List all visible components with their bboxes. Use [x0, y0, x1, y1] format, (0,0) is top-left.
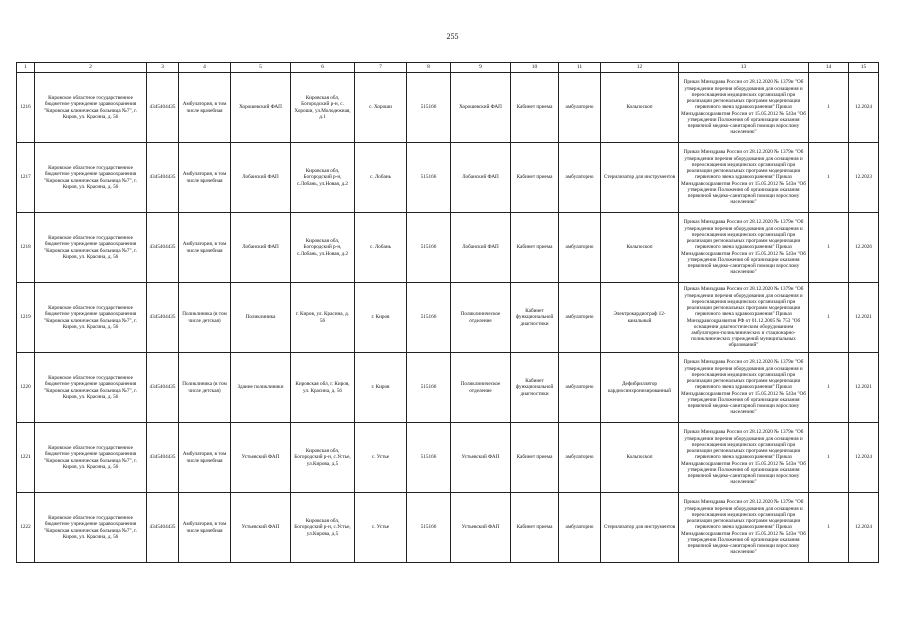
- row-number: 1219: [17, 283, 35, 353]
- facility-type-cell: Амбулатория, в том числе врачебная: [179, 73, 231, 143]
- inn-cell: 4345404435: [147, 493, 179, 563]
- inn-cell: 4345404435: [147, 143, 179, 213]
- facility-type-cell: Поликлиника (в том числе детская): [179, 283, 231, 353]
- settlement-cell: с. Устье: [355, 493, 407, 563]
- unit-name-cell: Поликлиника: [231, 283, 291, 353]
- col-header: 8: [407, 63, 451, 73]
- col-header: 9: [451, 63, 511, 73]
- unit-name-cell: Устьевский ФАП: [231, 423, 291, 493]
- col-header: 3: [147, 63, 179, 73]
- quantity-cell: 1: [809, 423, 849, 493]
- room-cell: Кабинет приема: [511, 493, 559, 563]
- row-number: 1216: [17, 73, 35, 143]
- quantity-cell: 1: [809, 73, 849, 143]
- unit-name-cell: Лобанский ФАП: [231, 143, 291, 213]
- address-cell: Кировская обл, г. Киров, ул. Красина, д. 56: [291, 353, 355, 423]
- settlement-cell: с. Лобань: [355, 143, 407, 213]
- unit-name-cell: Здание поликлиники: [231, 353, 291, 423]
- col-header: 11: [559, 63, 601, 73]
- table-row: [17, 353, 879, 423]
- address-cell: Кировская обл, Богородский р-н, с.Лобань, ул.Новая, д.2: [291, 213, 355, 283]
- row-number: 1222: [17, 493, 35, 563]
- room-cell: Кабинет приема: [511, 423, 559, 493]
- organization-cell: Кировское областное государственное бюджетное учреждение здравоохранения "Кировская клиническая больница №7", г. Киров, ул. Красина, д. 56: [35, 143, 147, 213]
- row-number: 1221: [17, 423, 35, 493]
- facility-type-cell: Амбулатория, в том числе врачебная: [179, 423, 231, 493]
- row-number: 1217: [17, 143, 35, 213]
- col-header: 5: [231, 63, 291, 73]
- inn-cell: 4345404435: [147, 423, 179, 493]
- address-cell: Кировская обл, Богородский р-н, с.Лобань, ул.Новая, д.2: [291, 143, 355, 213]
- address-cell: г. Киров, ул. Красина, д. 56: [291, 283, 355, 353]
- equipment-cell: Электрокардиограф 12-канальный: [601, 283, 679, 353]
- organization-cell: Кировское областное государственное бюджетное учреждение здравоохранения "Кировская клиническая больница №7", г. Киров, ул. Красина, д. 56: [35, 283, 147, 353]
- inn-cell: 4345404435: [147, 73, 179, 143]
- table-row: [17, 73, 879, 143]
- unit-name-cell: Лобанский ФАП: [231, 213, 291, 283]
- inn-cell: 4345404435: [147, 353, 179, 423]
- quantity-cell: 1: [809, 283, 849, 353]
- facility-type-cell: Амбулатория, в том числе врачебная: [179, 213, 231, 283]
- equipment-cell: Дефибриллятор кардиосинхронизированный: [601, 353, 679, 423]
- regulation-cell: Приказ Минздрава России от 28.12.2020 № 1379н "Об утверждении перечня оборудования для оснащения и переоснащения медицинских организаций при реализации региональных программ модернизации первичного звена здравоохранения" Приказ Минздравсоцразвития России от 15.05.2012 № 543н "Об утверждении Положения об организации оказания первичной медико-санитарной помощи взрослому населению": [679, 143, 809, 213]
- code-cell: 515166: [407, 143, 451, 213]
- unit-name-cell: Хорошевский ФАП: [231, 73, 291, 143]
- col-header: 14: [809, 63, 849, 73]
- col-header: 6: [291, 63, 355, 73]
- room-cell: Кабинет функциональной диагностики: [511, 353, 559, 423]
- regulation-cell: Приказ Минздрава России от 28.12.2020 № 1379н "Об утверждении перечня оборудования для оснащения и переоснащения медицинских организаций при реализации региональных программ модернизации первичного звена здравоохранения" Приказ Минздравсоцразвития России от 15.05.2012 № 543н "Об утверждении Положения об организации оказания первичной медико-санитарной помощи взрослому населению": [679, 213, 809, 283]
- inn-cell: 4345404435: [147, 213, 179, 283]
- room-cell: Кабинет приема: [511, 213, 559, 283]
- condition-cell: амбулаторно: [559, 423, 601, 493]
- table-row: [17, 423, 879, 493]
- col-header: 13: [679, 63, 809, 73]
- col-header: 10: [511, 63, 559, 73]
- col-header: 4: [179, 63, 231, 73]
- code-cell: 515166: [407, 423, 451, 493]
- condition-cell: амбулаторно: [559, 143, 601, 213]
- col-header: 12: [601, 63, 679, 73]
- facility-type-cell: Амбулатория, в том числе врачебная: [179, 493, 231, 563]
- date-cell: 12.2021: [849, 283, 879, 353]
- address-cell: Кировская обл, Богородский р-н, с. Хороши, ул.Молодежная, д.1: [291, 73, 355, 143]
- unit-name-cell: Устьевский ФАП: [231, 493, 291, 563]
- table-row: [17, 493, 879, 563]
- room-cell: Кабинет приема: [511, 73, 559, 143]
- regulation-cell: Приказ Минздрава России от 28.12.2020 № 1379н "Об утверждении перечня оборудования для оснащения и переоснащения медицинских организаций при реализации региональных программ модернизации первичного звена здравоохранения" Приказ Минздравсоцразвития России от 15.05.2012 № 543н "Об утверждении Положения об организации оказания первичной медико-санитарной помощи взрослому населению": [679, 353, 809, 423]
- quantity-cell: 1: [809, 213, 849, 283]
- regulation-cell: Приказ Минздрава России от 28.12.2020 № 1379н "Об утверждении перечня оборудования для оснащения и переоснащения медицинских организаций при реализации региональных программ модернизации первичного звена здравоохранения" Приказ Минздравсоцразвития России от 15.05.2012 № 543н "Об утверждении Положения об организации оказания первичной медико-санитарной помощи взрослому населению": [679, 493, 809, 563]
- department-cell: Устьевский ФАП: [451, 423, 511, 493]
- department-cell: Поликлиническое отделение: [451, 283, 511, 353]
- quantity-cell: 1: [809, 493, 849, 563]
- code-cell: 515166: [407, 283, 451, 353]
- department-cell: Устьевский ФАП: [451, 493, 511, 563]
- date-cell: 12.2024: [849, 423, 879, 493]
- quantity-cell: 1: [809, 143, 849, 213]
- date-cell: 12.2023: [849, 143, 879, 213]
- equipment-table: [16, 62, 879, 563]
- date-cell: 12.2021: [849, 353, 879, 423]
- col-header: 2: [35, 63, 147, 73]
- regulation-cell: Приказ Минздрава России от 28.12.2020 № 1379н "Об утверждении перечня оборудования для оснащения и переоснащения медицинских организаций при реализации региональных программ модернизации первичного звена здравоохранения" Приказ Минздравсоцразвития России от 15.05.2012 № 543н "Об утверждении Положения об организации оказания первичной медико-санитарной помощи взрослому населению": [679, 73, 809, 143]
- equipment-cell: Стерилизатор для инструментов: [601, 143, 679, 213]
- col-header: 7: [355, 63, 407, 73]
- organization-cell: Кировское областное государственное бюджетное учреждение здравоохранения "Кировская клиническая больница №7", г. Киров, ул. Красина, д. 56: [35, 423, 147, 493]
- condition-cell: амбулаторно: [559, 493, 601, 563]
- code-cell: 515166: [407, 213, 451, 283]
- regulation-cell: Приказ Минздрава России от 28.12.2020 № 1379н "Об утверждении перечня оборудования для оснащения и переоснащения медицинских организаций при реализации региональных программ модернизации первичного звена здравоохранения" Приказ Минздравсоцразвития России от 15.05.2012 № 543н "Об утверждении Положения об организации оказания первичной медико-санитарной помощи взрослому населению": [679, 423, 809, 493]
- quantity-cell: 1: [809, 353, 849, 423]
- facility-type-cell: Поликлиника (в том числе детская): [179, 353, 231, 423]
- settlement-cell: с. Лобань: [355, 213, 407, 283]
- regulation-cell: Приказ Минздрава России от 28.12.2020 № 1379н "Об утверждении перечня оборудования для оснащения и переоснащения медицинских организаций при реализации региональных программ модернизации первичного звена здравоохранения" Приказ Минздравсоцразвития РФ от 01.12.2005 № 753 "Об оснащении диагностическим оборудованием амбулаторно-поликлинических и стационарно-поликлинических учреждений муниципальных образований": [679, 283, 809, 353]
- settlement-cell: г. Киров: [355, 283, 407, 353]
- facility-type-cell: Амбулатория, в том числе врачебная: [179, 143, 231, 213]
- condition-cell: амбулаторно: [559, 353, 601, 423]
- department-cell: Хорошевский ФАП: [451, 73, 511, 143]
- date-cell: 12.2024: [849, 73, 879, 143]
- settlement-cell: с. Хороши: [355, 73, 407, 143]
- code-cell: 515166: [407, 353, 451, 423]
- page-number: 255: [446, 32, 459, 41]
- address-cell: Кировская обл, Богородский р-н, с.Устье, ул.Кирова, д.5: [291, 493, 355, 563]
- organization-cell: Кировское областное государственное бюджетное учреждение здравоохранения "Кировская клиническая больница №7", г. Киров, ул. Красина, д. 56: [35, 213, 147, 283]
- col-header: 1: [17, 63, 35, 73]
- organization-cell: Кировское областное государственное бюджетное учреждение здравоохранения "Кировская клиническая больница №7", г. Киров, ул. Красина, д. 56: [35, 73, 147, 143]
- code-cell: 515166: [407, 73, 451, 143]
- equipment-cell: Кольпоскоп: [601, 423, 679, 493]
- settlement-cell: с. Устье: [355, 423, 407, 493]
- department-cell: Лобанский ФАП: [451, 213, 511, 283]
- settlement-cell: г. Киров: [355, 353, 407, 423]
- room-cell: Кабинет функциональной диагностики: [511, 283, 559, 353]
- condition-cell: амбулаторно: [559, 213, 601, 283]
- table-row: [17, 143, 879, 213]
- condition-cell: амбулаторно: [559, 283, 601, 353]
- date-cell: 12.2026: [849, 213, 879, 283]
- equipment-cell: Кольпоскоп: [601, 213, 679, 283]
- condition-cell: амбулаторно: [559, 73, 601, 143]
- address-cell: Кировская обл, Богородский р-н, с.Устье, ул.Кирова, д.5: [291, 423, 355, 493]
- department-cell: Поликлиническое отделение: [451, 353, 511, 423]
- table-row: [17, 213, 879, 283]
- header-row: [17, 63, 879, 73]
- room-cell: Кабинет приема: [511, 143, 559, 213]
- table-row: [17, 283, 879, 353]
- row-number: 1218: [17, 213, 35, 283]
- organization-cell: Кировское областное государственное бюджетное учреждение здравоохранения "Кировская клиническая больница №7", г. Киров, ул. Красина, д. 56: [35, 353, 147, 423]
- code-cell: 515166: [407, 493, 451, 563]
- equipment-cell: Кольпоскоп: [601, 73, 679, 143]
- date-cell: 12.2024: [849, 493, 879, 563]
- col-header: 15: [849, 63, 879, 73]
- equipment-cell: Стерилизатор для инструментов: [601, 493, 679, 563]
- organization-cell: Кировское областное государственное бюджетное учреждение здравоохранения "Кировская клиническая больница №7", г. Киров, ул. Красина, д. 56: [35, 493, 147, 563]
- inn-cell: 4345404435: [147, 283, 179, 353]
- department-cell: Лобанский ФАП: [451, 143, 511, 213]
- row-number: 1220: [17, 353, 35, 423]
